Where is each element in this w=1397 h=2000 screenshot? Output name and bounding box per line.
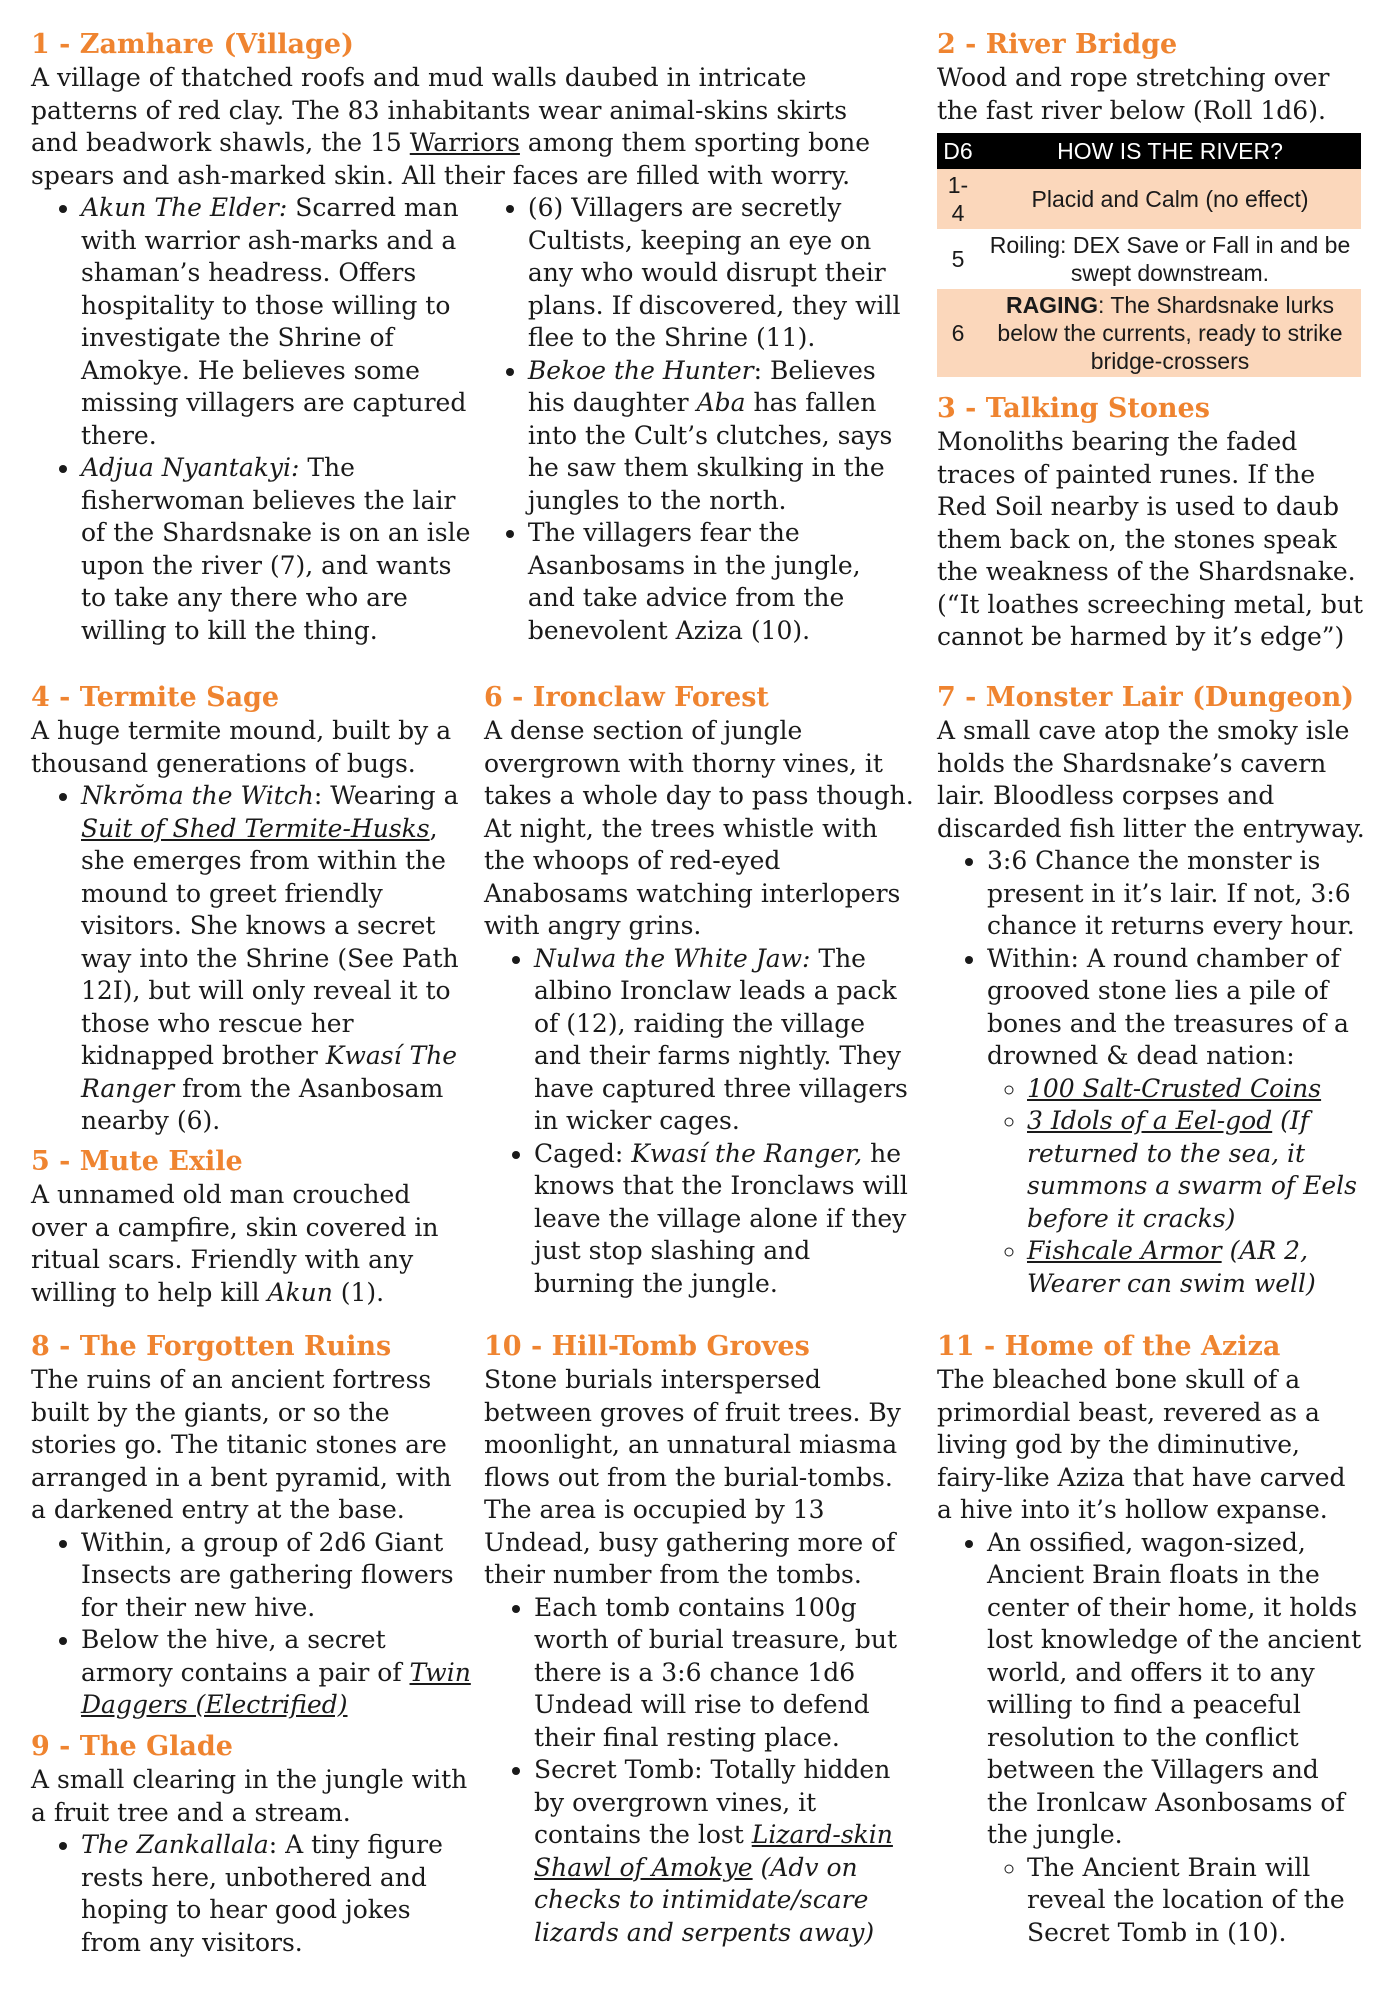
list-item: • Within: A round chamber of grooved stone lies a pile of bones and the treasures of a drowned & dead nation: ◦ 100 Salt-Crusted Coins ◦ 3 Idols of a Eel-god (If returned to the sea, it summons a swarm of Eels before it cracks) ◦ Fishcale Armor (AR 2, Wearer can swim well) xyxy=(987,943,1367,1301)
entry-description: A small clearing in the jungle with a fruit tree and a stream. xyxy=(31,1765,468,1827)
treasure-item: ◦ Fishcale Armor (AR 2, Wearer can swim well) xyxy=(1027,1235,1367,1300)
entry-zamhare xyxy=(31,28,911,647)
treasure-item: ◦ 100 Salt-Crusted Coins xyxy=(1027,1073,1367,1106)
list-item: • Bekoe the Hunter: Believes his daughter Aba has fallen into the Cult’s clutches, says he saw them skulking in the jungles to the north. xyxy=(528,355,911,518)
treasure-item: ◦ 3 Idols of a Eel-god (If returned to the sea, it summons a swarm of Eels before it cracks) xyxy=(1027,1105,1367,1235)
entry-title: 4 - Termite Sage xyxy=(31,682,280,713)
entry-title: 11 - Home of the Aziza xyxy=(937,1331,1281,1362)
entry-description: A small cave atop the smoky isle holds the Shardsnake’s cavern lair. Bloodless corpses and discarded fish litter the entryway. xyxy=(937,716,1365,843)
entry-bullets xyxy=(31,192,911,647)
table-header: D6 HOW IS THE RIVER? xyxy=(937,133,1361,169)
list-item: • Each tomb contains 100g worth of burial treasure, but there is a 3:6 chance 1d6 Undead will rise to defend their final resting place. xyxy=(534,1592,914,1755)
entry-title: 5 - Mute Exile xyxy=(31,1146,243,1177)
entry-title: 9 - The Glade xyxy=(31,1731,233,1762)
entry-the-glade xyxy=(31,1730,471,1959)
entry-mute-exile xyxy=(31,1145,471,1309)
entry-hill-tomb-groves xyxy=(484,1330,914,1949)
river-table xyxy=(937,133,1361,377)
table-row: 6 RAGING: The Shardsnake lurks below the currents, ready to strike bridge-crossers xyxy=(937,289,1361,377)
entry-description: A unnamed old man crouched over a campfire, skin covered in ritual scars. Friendly with any willing to help kill Akun (1). xyxy=(31,1180,439,1307)
list-item: • (6) Villagers are secretly Cultists, keeping an eye on any who would disrupt their plans. If discovered, they will flee to the Shrine (11). xyxy=(528,192,911,355)
entry-forgotten-ruins xyxy=(31,1330,471,1722)
entry-monster-lair xyxy=(937,681,1367,1300)
table-row: 1-4 Placid and Calm (no effect) xyxy=(937,169,1361,229)
entry-description: A dense section of jungle overgrown with thorny vines, it takes a whole day to pass though. At night, the trees whistle with the whoops of red-eyed Anabosams watching interlopers with angry grins. xyxy=(484,716,914,940)
entry-title: 1 - Zamhare (Village) xyxy=(31,29,354,60)
list-item: • An ossified, wagon-sized, Ancient Brain floats in the center of their home, it holds lost knowledge of the ancient world, and offers it to any willing to find a peaceful resolution to the conflict between the Villagers and the Ironlcaw Asonbosams of the jungle. ◦ The Ancient Brain will reveal the location of the Secret Tomb in (10). xyxy=(987,1527,1367,1950)
entry-description: A village of thatched roofs and mud walls daubed in intricate patterns of red clay. The 83 inhabitants wear animal-skins skirts and beadwork shawls, the 15 Warriors among them sporting bone spears and ash-marked skin. All their faces are filled with worry. xyxy=(31,63,871,190)
entry-description: Stone burials interspersed between groves of fruit trees. By moonlight, an unnatural miasma flows out from the burial-tombs. The area is occupied by 13 Undead, busy gathering more of their number from the tombs. xyxy=(484,1365,901,1589)
list-item: • The Zankallala: A tiny figure rests here, unbothered and hoping to hear good jokes from any visitors. xyxy=(81,1829,471,1959)
list-item: • Within, a group of 2d6 Giant Insects are gathering flowers for their new hive. xyxy=(81,1527,471,1625)
entry-termite-sage xyxy=(31,681,471,1138)
list-item: • 3:6 Chance the monster is present in it’s lair. If not, 3:6 chance it returns every hour. xyxy=(987,845,1367,943)
entry-title: 6 - Ironclaw Forest xyxy=(484,682,769,713)
entry-home-of-aziza xyxy=(937,1330,1367,1949)
list-item: • Adjua Nyantakyi: The fisherwoman believes the lair of the Shardsnake is on an isle upon the river (7), and wants to take any there who are willing to kill the thing. xyxy=(81,452,478,647)
list-item: • Nkrŏma the Witch: Wearing a Suit of Shed Termite-Husks, she emerges from within the mound to greet friendly visitors. She knows a secret way into the Shrine (See Path 12I), but will only reveal it to those who rescue her kidnapped brother Kwasí The Ranger from the Asanbosam nearby (6). xyxy=(81,780,471,1138)
entry-river-bridge xyxy=(937,28,1367,377)
table-row: 5 Roiling: DEX Save or Fall in and be swept downstream. xyxy=(951,232,1351,286)
list-item: • Below the hive, a secret armory contains a pair of Twin Daggers (Electrified) xyxy=(81,1624,471,1722)
list-item: • Nulwa the White Jaw: The albino Ironclaw leads a pack of (12), raiding the village and their farms nightly. They have captured three villagers in wicker cages. xyxy=(534,943,914,1138)
entry-title: 3 - Talking Stones xyxy=(937,393,1210,424)
entry-description: The ruins of an ancient fortress built by the giants, or so the stories go. The titanic stones are arranged in a bent pyramid, with a darkened entry at the base. xyxy=(31,1365,452,1524)
entry-talking-stones xyxy=(937,392,1367,654)
warriors-link: Warriors xyxy=(409,128,520,157)
list-item: • Caged: Kwasí the Ranger, he knows that the Ironclaws will leave the village alone if they just stop slashing and burning the jungle. xyxy=(534,1138,914,1301)
entry-title: 8 - The Forgotten Ruins xyxy=(31,1331,392,1362)
list-item: • Secret Tomb: Totally hidden by overgrown vines, it contains the lost Lizard-skin Shawl of Amokye (Adv on checks to intimidate/scare lizards and serpents away) xyxy=(534,1754,914,1949)
entry-description: Monoliths bearing the faded traces of painted runes. If the Red Soil nearby is used to daub them back on, the stones speak the weakness of the Shardsnake. (“It loathes screeching metal, but cannot be harmed by it’s edge”) xyxy=(937,427,1364,651)
entry-title: 10 - Hill-Tomb Groves xyxy=(484,1331,810,1362)
list-item: • Akun The Elder: Scarred man with warrior ash-marks and a shaman’s headress. Offers hospitality to those willing to investigate the Shrine of Amokye. He believes some missing villagers are captured there. xyxy=(81,192,478,452)
entry-ironclaw-forest xyxy=(484,681,914,1300)
entry-title: 2 - River Bridge xyxy=(937,29,1178,60)
list-item: ◦ The Ancient Brain will reveal the location of the Secret Tomb in (10). xyxy=(1027,1852,1367,1950)
entry-title: 7 - Monster Lair (Dungeon) xyxy=(937,682,1355,713)
list-item: • The villagers fear the Asanbosams in the jungle, and take advice from the benevolent Aziza (10). xyxy=(528,517,911,647)
entry-description: The bleached bone skull of a primordial beast, revered as a living god by the diminutive, fairy-like Aziza that have carved a hive into it’s hollow expanse. xyxy=(937,1365,1346,1524)
entry-description: A huge termite mound, built by a thousand generations of bugs. xyxy=(31,716,452,778)
entry-description: Wood and rope stretching over the fast river below (Roll 1d6). xyxy=(937,63,1330,125)
